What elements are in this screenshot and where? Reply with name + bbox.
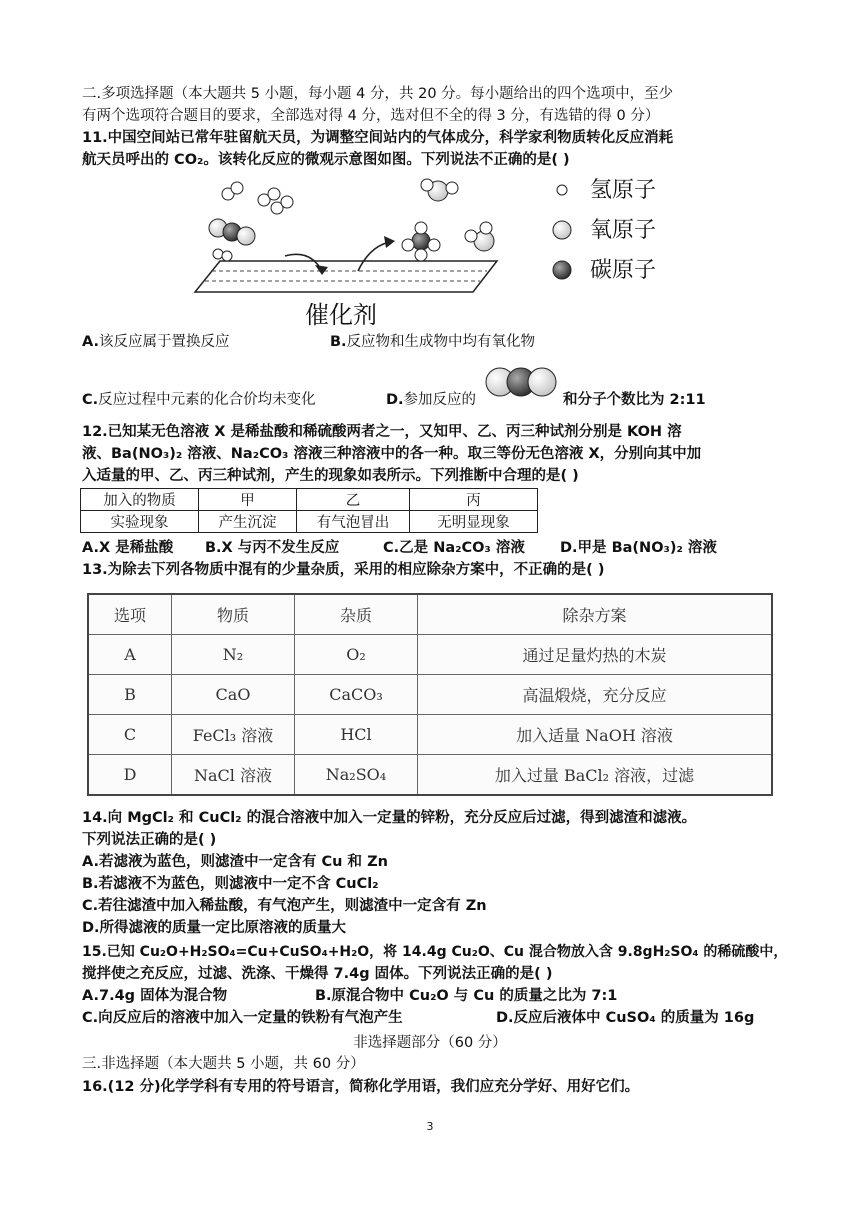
q13-cell: 高温煅烧，充分反应 — [418, 675, 773, 715]
q12-option-a: A.X 是稀盐酸 — [82, 540, 174, 556]
q11-option-c: C.反应过程中元素的化合价均未变化 — [82, 392, 316, 408]
q12-option-d: D.甲是 Ba(NO₃)₂ 溶液 — [560, 540, 717, 556]
q15-option-d: D.反应后液体中 CuSO₄ 的质量为 16g — [496, 1010, 755, 1026]
legend-hydrogen: 氢原子 — [590, 178, 657, 203]
q12-table-cell: 产生沉淀 — [199, 511, 297, 533]
q12-table-cell: 有气泡冒出 — [297, 511, 410, 533]
q13-table-header-cell: 除杂方案 — [418, 594, 773, 635]
q13-cell: D — [88, 755, 172, 796]
q13-cell: N₂ — [172, 635, 295, 675]
q11-line2: 航天员呼出的 CO₂。该转化反应的微观示意图如图。下列说法不正确的是( ) — [82, 152, 570, 168]
section3-heading: 三.非选择题（本大题共 5 小题，共 60 分） — [82, 1056, 365, 1072]
q15-line1: 15.已知 Cu₂O+H₂SO₄=Cu+CuSO₄+H₂O，将 14.4g Cu₂O、Cu 混合物放入含 9.8gH₂SO₄ 的稀硫酸中， — [82, 944, 788, 960]
q15-option-b: B.原混合物中 Cu₂O 与 Cu 的质量之比为 7:1 — [315, 988, 618, 1004]
q13-table — [87, 593, 773, 796]
section2-line2: 有两个选项符合题目的要求，全部选对得 4 分，选对但不全的得 3 分，有选错的得 0 分） — [82, 108, 660, 124]
co2-molecule-inline-icon — [483, 362, 559, 402]
q13-table-header-cell: 选项 — [88, 594, 172, 635]
q13-cell: CaO — [172, 675, 295, 715]
part-heading: 非选择题部分（60 分） — [353, 1035, 507, 1051]
h2-molecule — [222, 182, 243, 200]
page-number: 3 — [426, 1120, 434, 1133]
q11-option-b: B.反应物和生成物中均有氧化物 — [330, 334, 536, 350]
q13-cell: B — [88, 675, 172, 715]
q13-cell: 加入适量 NaOH 溶液 — [418, 715, 773, 755]
arrowhead — [384, 236, 395, 248]
q12-line2: 液、Ba(NO₃)₂ 溶液、Na₂CO₃ 溶液三种溶液中的各一种。取三等份无色溶液 X，分别向其中加 — [82, 446, 702, 462]
q12-table-header-cell: 甲 — [199, 489, 297, 511]
q11-option-d-prefix: D.参加反应的 — [386, 392, 477, 408]
h2o-molecule — [421, 179, 458, 201]
ch4-molecule — [402, 222, 440, 261]
q14-option-d: D.所得滤液的质量一定比原溶液的质量大 — [82, 920, 347, 936]
q14-option-c: C.若往滤渣中加入稀盐酸，有气泡产生，则滤渣中一定含有 Zn — [82, 898, 487, 914]
legend-carbon: 碳原子 — [590, 258, 657, 283]
q13-line1: 13.为除去下列各物质中混有的少量杂质，采用的相应除杂方案中，不正确的是( ) — [82, 562, 605, 578]
q13-cell: CaCO₃ — [295, 675, 418, 715]
q13-table-header-cell: 杂质 — [295, 594, 418, 635]
q12-table-header-cell: 乙 — [297, 489, 410, 511]
q12-table-header-cell: 加入的物质 — [81, 489, 199, 511]
q14-option-a: A.若滤液为蓝色，则滤渣中一定含有 Cu 和 Zn — [82, 854, 388, 870]
q13-cell: NaCl 溶液 — [172, 755, 295, 796]
q13-cell: C — [88, 715, 172, 755]
q13-table-header-cell: 物质 — [172, 594, 295, 635]
q12-table — [80, 488, 538, 533]
q13-cell: Na₂SO₄ — [295, 755, 418, 796]
q13-cell: HCl — [295, 715, 418, 755]
table-row — [88, 755, 772, 796]
h2-molecule — [213, 249, 232, 261]
q14-option-b: B.若滤液不为蓝色，则滤液中一定不含 CuCl₂ — [82, 876, 379, 892]
catalyst-label: 催化剂 — [305, 301, 377, 329]
table-row — [88, 675, 772, 715]
q15-option-c: C.向反应后的溶液中加入一定量的铁粉有气泡产生 — [82, 1010, 403, 1026]
table-row — [88, 635, 772, 675]
carbon-atom-icon — [553, 261, 571, 279]
q11-line1: 11.中国空间站已常年驻留航天员，为调整空间站内的气体成分，科学家利物质转化反应消耗 — [82, 130, 674, 146]
q13-cell: 通过足量灼热的木炭 — [418, 635, 773, 675]
q16-line: 16.(12 分)化学学科有专用的符号语言，简称化学用语，我们应充分学好、用好它们。 — [82, 1079, 640, 1095]
q12-table-cell: 实验现象 — [81, 511, 199, 533]
section2-line1: 二.多项选择题（本大题共 5 小题，每小题 4 分，共 20 分。每小题给出的四个选项中，至少 — [82, 86, 674, 102]
co2-molecule — [209, 219, 255, 245]
q13-cell: O₂ — [295, 635, 418, 675]
q13-cell: 加入过量 BaCl₂ 溶液，过滤 — [418, 755, 773, 796]
catalyst-plate — [195, 261, 497, 292]
q11-option-a: A.该反应属于置换反应 — [82, 334, 230, 350]
q12-table-header-cell: 丙 — [410, 489, 538, 511]
q13-cell: FeCl₃ 溶液 — [172, 715, 295, 755]
q14-line2: 下列说法正确的是( ) — [82, 832, 217, 848]
q14-line1: 14.向 MgCl₂ 和 CuCl₂ 的混合溶液中加入一定量的锌粉，充分反应后过滤，得到滤渣和滤液。 — [82, 810, 697, 826]
q11-option-d-suffix: 和分子个数比为 2:11 — [563, 392, 706, 408]
table-row — [88, 715, 772, 755]
q12-table-cell: 无明显现象 — [410, 511, 538, 533]
q15-option-a: A.7.4g 固体为混合物 — [82, 988, 228, 1004]
q15-line2: 搅拌使之充反应，过滤、洗涤、干燥得 7.4g 固体。下列说法正确的是( ) — [82, 966, 553, 982]
oxygen-atom-icon — [553, 221, 571, 239]
q12-line1: 12.已知某无色溶液 X 是稀盐酸和稀硫酸两者之一，又知甲、乙、丙三种试剂分别是 KOH 溶 — [82, 424, 682, 440]
q13-cell: A — [88, 635, 172, 675]
h2o-molecule — [465, 222, 494, 251]
q12-line3: 入适量的甲、乙、丙三种试剂，产生的现象如表所示。下列推断中合理的是( ) — [82, 468, 579, 484]
hydrogen-atom-icon — [557, 185, 567, 195]
legend-oxygen: 氧原子 — [590, 218, 657, 243]
q12-option-c: C.乙是 Na₂CO₃ 溶液 — [383, 540, 525, 556]
q12-option-b: B.X 与丙不发生反应 — [205, 540, 340, 556]
